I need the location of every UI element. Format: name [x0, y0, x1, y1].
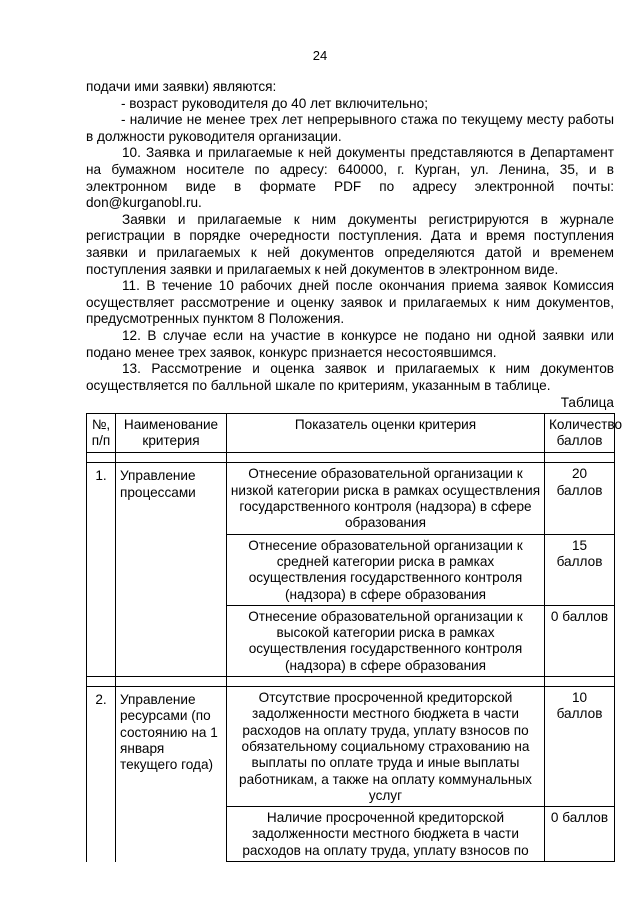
table-caption: Таблица — [560, 395, 614, 411]
paragraph: 13. Рассмотрение и оценка заявок и прилагаемых к ним документов осуществляется по балльной шкале по критериям, указанным в таблице. — [86, 361, 614, 393]
table-spacer — [87, 453, 615, 463]
paragraph: подачи ими заявки) являются: — [86, 79, 277, 94]
paragraph: 10. Заявка и прилагаемые к ней документы представляются в Департамент на бумажном носителе по адресу: 640000, г. Курган, ул. Ленина, 35, и в электронном виде в формате PDF по адресу электронной почты: don@kurganobl.ru. — [86, 145, 614, 211]
points-value: 0 баллов — [545, 807, 615, 862]
list-item: - возраст руководителя до 40 лет включительно; — [121, 95, 428, 111]
paragraph: 11. В течение 10 рабочих дней после окончания приема заявок Комиссия осуществляет рассмотрение и оценку заявок и прилагаемых к ним документов, предусмотренных пунктом 8 Положения. — [86, 278, 614, 327]
points-value: 0 баллов — [545, 605, 615, 676]
indicator-text: Отнесение образовательной организации к низкой категории риска в рамках осуществления государственного контроля (надзора) в сфере образования — [227, 463, 545, 534]
row-num: 2. — [87, 687, 116, 862]
criterion-name: Управление ресурсами (по состоянию на 1 января текущего года) — [116, 687, 227, 862]
page-number: 24 — [312, 48, 328, 63]
header-points: Количество баллов — [545, 413, 615, 453]
header-name: Наименование критерия — [116, 413, 227, 453]
header-indicator: Показатель оценки критерия — [227, 413, 545, 453]
indicator-text: Отнесение образовательной организации к высокой категории риска в рамках осуществления государственного контроля (надзора) в сфере образования — [227, 605, 545, 676]
criterion-name: Управление процессами — [116, 463, 227, 677]
points-value: 20 баллов — [545, 463, 615, 534]
criteria-table — [86, 413, 622, 862]
table-row — [87, 687, 615, 807]
points-value: 15 баллов — [545, 534, 615, 605]
points-value: 10 баллов — [545, 687, 615, 807]
table-header-row — [87, 413, 615, 453]
table-spacer — [87, 677, 615, 687]
list-item: - наличие не менее трех лет непрерывного стажа по текущему месту работы в должности руководителя организации. — [86, 112, 614, 144]
row-num: 1. — [87, 463, 116, 677]
indicator-text: Наличие просроченной кредиторской задолженности местного бюджета в части расходов на оплату труда, уплату взносов по — [227, 807, 545, 862]
indicator-text: Отсутствие просроченной кредиторской задолженности местного бюджета в части расходов на оплату труда, уплату взносов по обязательному социальному страхованию на выплаты по оплате труда и иные выплаты работникам, а также на оплату коммунальных услуг — [227, 687, 545, 807]
paragraph: Заявки и прилагаемые к ним документы регистрируются в журнале регистрации в порядке очередности поступления. Дата и время поступления заявки и прилагаемых к ней документов определяются датой и временем поступления заявки и прилагаемых к ней документов в электронном виде. — [86, 211, 614, 277]
header-num: №, п/п — [87, 413, 116, 453]
document-body — [86, 79, 622, 862]
table-row — [87, 463, 615, 534]
paragraph: 12. В случае если на участие в конкурсе не подано ни одной заявки или подано менее трех заявок, конкурс признается несостоявшимся. — [86, 327, 614, 360]
indicator-text: Отнесение образовательной организации к средней категории риска в рамках осуществления государственного контроля (надзора) в сфере образования — [227, 534, 545, 605]
